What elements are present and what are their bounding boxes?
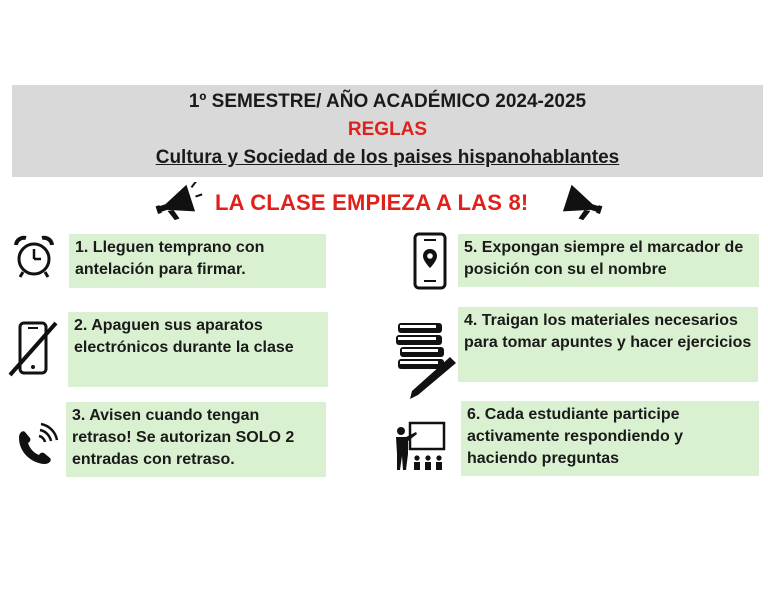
header-box: [12, 85, 763, 177]
start-time-banner: [0, 182, 768, 226]
course-title-text: Cultura y Sociedad de los paises hispanohablantes: [155, 147, 620, 168]
alarm-clock-icon: [10, 233, 58, 281]
rule-5: 5. Expongan siempre el marcador de posición con su el nombre: [458, 234, 759, 287]
banner-text: LA CLASE EMPIEZA A LAS 8!: [215, 190, 529, 215]
megaphone-left-icon: [152, 182, 206, 226]
phone-location-icon: [412, 231, 448, 291]
rule-3: 3. Avisen cuando tengan retraso! Se autorizan SOLO 2 entradas con retraso.: [66, 402, 326, 477]
rule-4: 4. Traigan los materiales necesarios para tomar apuntes y hacer ejercicios: [458, 307, 758, 382]
rule-1: 1. Lleguen temprano con antelación para firmar.: [69, 234, 326, 288]
rule-6: 6. Cada estudiante participe activamente respondiendo y haciendo preguntas: [461, 401, 759, 476]
phone-call-icon: [11, 422, 59, 470]
semester-title: 1º SEMESTRE/ AÑO ACADÉMICO 2024-2025: [188, 91, 587, 112]
books-pen-icon: [394, 315, 458, 400]
megaphone-right-icon: [552, 182, 606, 226]
teacher-class-icon: [392, 420, 450, 472]
rules-title: REGLAS: [347, 119, 428, 140]
rule-2: 2. Apaguen sus aparatos electrónicos durante la clase: [68, 312, 328, 387]
no-phone-icon: [8, 319, 60, 379]
course-title: [12, 147, 763, 169]
